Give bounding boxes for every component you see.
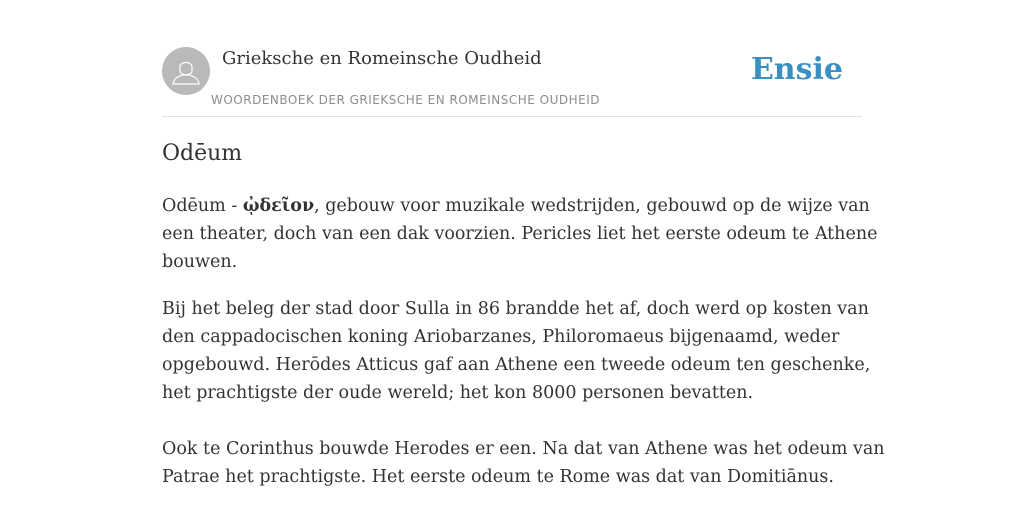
source-avatar[interactable] (162, 47, 210, 95)
ensie-logo[interactable]: Ensie (750, 52, 843, 87)
paragraph-line: Ook te Corinthus bouwde Herodes er een. Na dat van Athene was het odeum van (162, 439, 885, 459)
source-title[interactable]: Grieksche en Romeinsche Oudheid (222, 48, 542, 69)
definition-text: , gebouw voor muzikale wedstrijden, gebouwd op de wijze van (314, 196, 870, 216)
definition-paragraph-2 (162, 295, 871, 407)
term-title: Odēum (162, 141, 243, 166)
paragraph-line: den cappadocischen koning Ariobarzanes, Philoromaeus bijgenaamd, weder (162, 327, 840, 347)
source-subtitle: WOORDENBOEK DER GRIEKSCHE EN ROMEINSCHE OUDHEID (211, 93, 601, 107)
separator: - (225, 196, 243, 216)
paragraph-line: opgebouwd. Herōdes Atticus gaf aan Athene een tweede odeum ten geschenke, (162, 355, 871, 375)
definition-paragraph-1 (162, 192, 878, 276)
source-header (162, 47, 862, 117)
headword: Odēum (162, 196, 226, 216)
paragraph-line: een theater, doch van een dak voorzien. Pericles liet het eerste odeum te Athene (162, 224, 878, 244)
user-silhouette-icon (162, 47, 210, 95)
definition-paragraph-3 (162, 435, 885, 491)
greek-term: ᾠδεῖον (242, 196, 315, 216)
paragraph-line (162, 192, 870, 220)
paragraph-line: het prachtigste der oude wereld; het kon 8000 personen bevatten. (162, 383, 754, 403)
paragraph-line: Bij het beleg der stad door Sulla in 86 brandde het af, doch werd op kosten van (162, 299, 869, 319)
paragraph-line: Patrae het prachtigste. Het eerste odeum te Rome was dat van Domitiānus. (162, 467, 834, 487)
paragraph-line: bouwen. (162, 252, 238, 272)
